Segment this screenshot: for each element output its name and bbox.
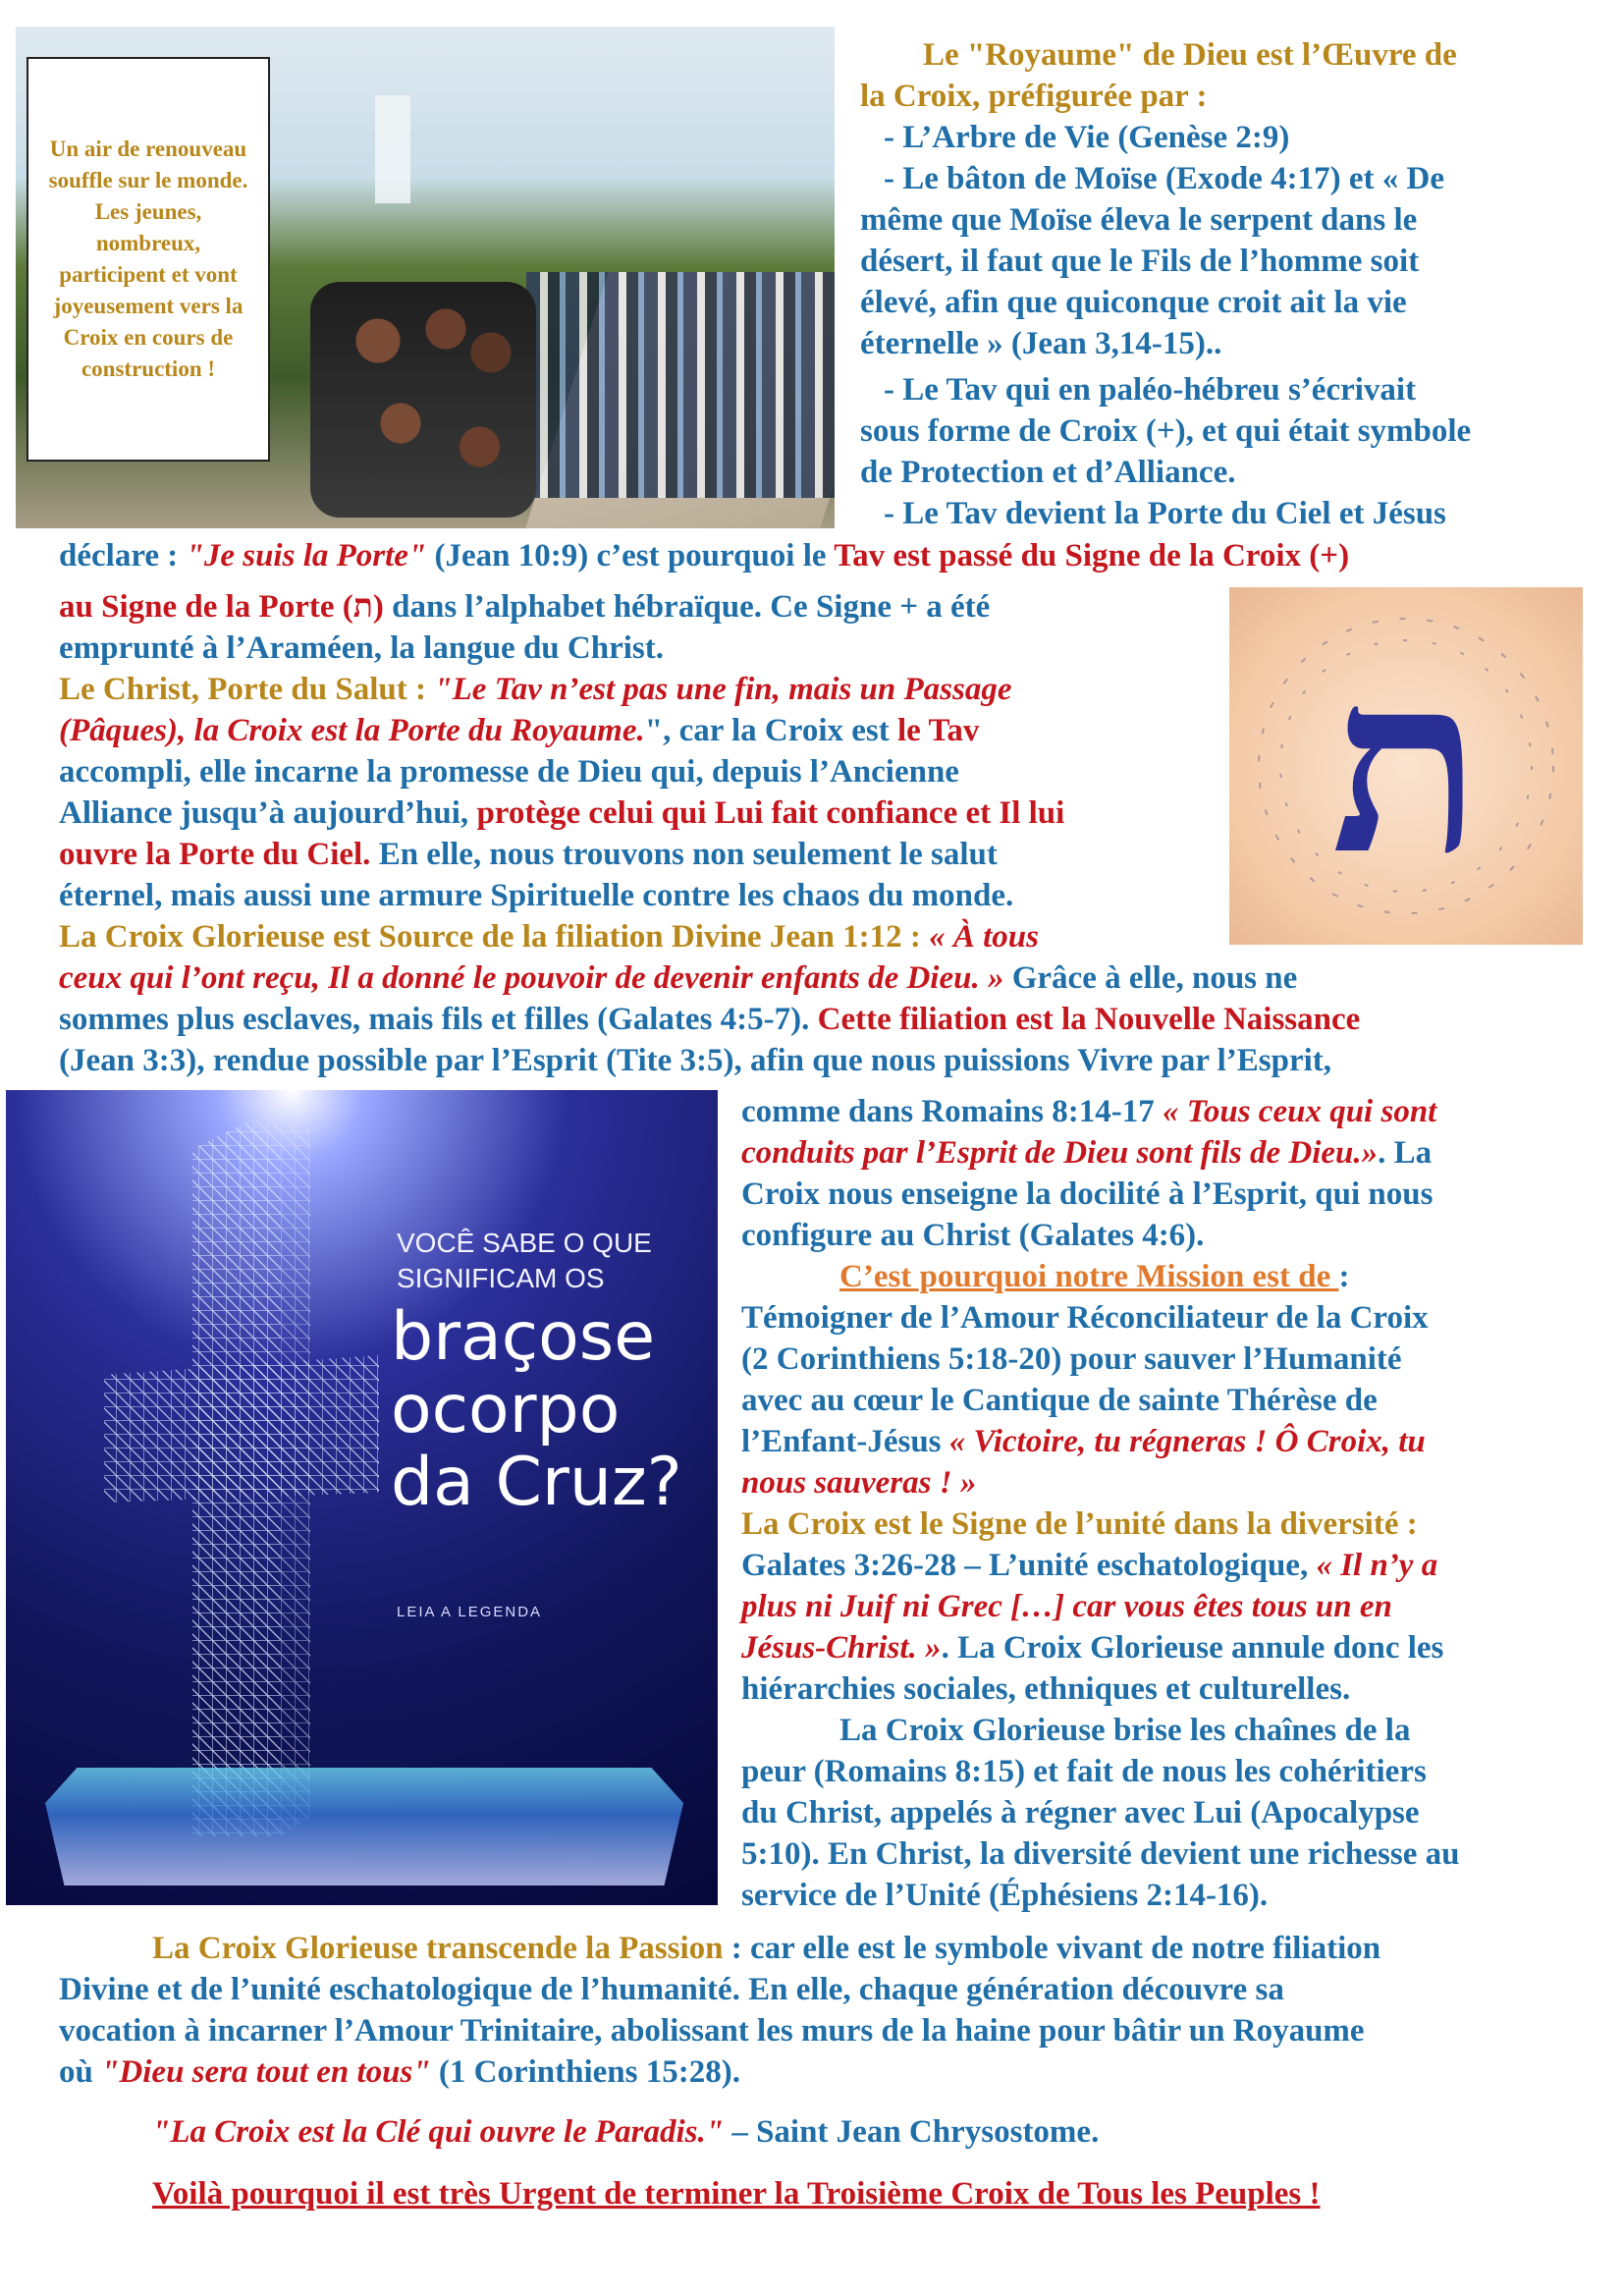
text-line: vocation à incarner l’Amour Trinitaire, abolissant les murs de la haine pour bâtir un Royaume	[59, 2013, 1365, 2049]
text-line: ceux qui l’ont reçu, Il a donné le pouvoir de devenir enfants de Dieu. » Grâce à elle, nous ne	[59, 960, 1298, 996]
mission-heading: C’est pourquoi notre Mission est de :	[839, 1259, 1350, 1294]
text-line: élevé, afin que quiconque croit ait la vie	[860, 285, 1407, 320]
text-line: Le Christ, Porte du Salut : "Le Tav n’est pas une fin, mais un Passage	[59, 672, 1012, 707]
text-line: comme dans Romains 8:14-17 « Tous ceux qui sont	[741, 1094, 1437, 1129]
text-line: (Jean 3:3), rendue possible par l’Esprit (Tite 3:5), afin que nous puissions Vivre par l’Esprit,	[59, 1043, 1332, 1078]
text-line: où "Dieu sera tout en tous" (1 Corinthiens 15:28).	[59, 2054, 740, 2090]
text-line: La Croix est le Signe de l’unité dans la diversité :	[741, 1506, 1418, 1542]
cross-illustration	[6, 1090, 718, 1905]
text-line: sous forme de Croix (+), et qui était symbole	[860, 413, 1472, 449]
text-line: La Croix Glorieuse est Source de la filiation Divine Jean 1:12 : « À tous	[59, 919, 1039, 955]
text-line: - L’Arbre de Vie (Genèse 2:9)	[884, 120, 1290, 155]
text-line: même que Moïse éleva le serpent dans le	[860, 202, 1418, 238]
text-line: plus ni Juif ni Grec […] car vous êtes tous un en	[741, 1589, 1392, 1624]
text-line: emprunté à l’Araméen, la langue du Christ.	[59, 630, 664, 666]
text-line: La Croix Glorieuse brise les chaînes de la	[839, 1713, 1411, 1748]
text-line: service de l’Unité (Éphésiens 2:14-16).	[741, 1878, 1269, 1913]
text-line: - Le Tav qui en paléo-hébreu s’écrivait	[884, 372, 1417, 408]
chrysostom-quote: "La Croix est la Clé qui ouvre le Paradis." – Saint Jean Chrysostome.	[152, 2114, 1100, 2150]
text-line: 5:10). En Christ, la diversité devient une richesse au	[741, 1836, 1460, 1872]
text-line: Le "Royaume" de Dieu est l’Œuvre de	[923, 37, 1457, 73]
text-line: sommes plus esclaves, mais fils et filles (Galates 4:5-7). Cette filiation est la Nouvelle Naissance	[59, 1002, 1361, 1037]
text-line: hiérarchies sociales, ethniques et culturelles.	[741, 1671, 1351, 1707]
text-line: Galates 3:26-28 – L’unité eschatologique, « Il n’y a	[741, 1548, 1438, 1583]
cross-subtitle: LEIA A LEGENDA	[397, 1604, 543, 1620]
text-line: (2 Corinthiens 5:18-20) pour sauver l’Humanité	[741, 1341, 1402, 1377]
cross-title: braçose ocorpo da Cruz?	[391, 1298, 682, 1521]
text-line: Jésus-Christ. ». La Croix Glorieuse annule donc les	[741, 1630, 1444, 1666]
group-of-young-men	[310, 282, 536, 518]
text-line: désert, il faut que le Fils de l’homme soit	[860, 244, 1420, 279]
text-line: La Croix Glorieuse transcende la Passion : car elle est le symbole vivant de notre filiation	[152, 1931, 1381, 1966]
text-line: (Pâques), la Croix est la Porte du Royaume.", car la Croix est le Tav	[59, 713, 980, 748]
text-line: accompli, elle incarne la promesse de Dieu qui, depuis l’Ancienne	[59, 754, 959, 790]
tav-glyph: ת	[1330, 620, 1482, 908]
text-line: l’Enfant-Jésus « Victoire, tu régneras ! Ô Croix, tu	[741, 1424, 1426, 1459]
text-line: du Christ, appelés à régner avec Lui (Apocalypse	[741, 1795, 1420, 1831]
text-line: éternelle » (Jean 3,14-15)..	[860, 326, 1222, 361]
text-line: Témoigner de l’Amour Réconciliateur de la Croix	[741, 1300, 1429, 1336]
cross-heading: VOCÊ SABE O QUE SIGNIFICAM OS	[397, 1228, 652, 1293]
text-line: au Signe de la Porte (ת) dans l’alphabet hébraïque. Ce Signe + a été	[59, 589, 991, 625]
text-line: déclare : "Je suis la Porte" (Jean 10:9) c’est pourquoi le Tav est passé du Signe de la Croix (+)	[59, 538, 1350, 574]
text-line: peur (Romains 8:15) et fait de nous les cohéritiers	[741, 1754, 1427, 1789]
text-line: éternel, mais aussi une armure Spirituelle contre les chaos du monde.	[59, 878, 1014, 913]
text-line: Alliance jusqu’à aujourd’hui, protège celui qui Lui fait confiance et Il lui	[59, 795, 1065, 831]
text-line: conduits par l’Esprit de Dieu sont fils de Dieu.». La	[741, 1135, 1433, 1171]
text-line: de Protection et d’Alliance.	[860, 455, 1236, 490]
cross-tower-silhouette	[375, 95, 410, 203]
crowd-of-walkers	[526, 272, 835, 498]
text-line: avec au cœur le Cantique de sainte Thérèse de	[741, 1383, 1378, 1418]
closing-appeal: Voilà pourquoi il est très Urgent de terminer la Troisième Croix de Tous les Peuples !	[152, 2176, 1321, 2212]
photo-caption-box	[27, 57, 270, 462]
text-line: nous sauveras ! »	[741, 1465, 977, 1501]
text-line: - Le bâton de Moïse (Exode 4:17) et « De	[884, 161, 1444, 196]
text-line: Croix nous enseigne la docilité à l’Esprit, qui nous	[741, 1176, 1434, 1212]
cross-platform	[45, 1768, 683, 1886]
tav-letter-image	[1229, 587, 1583, 945]
text-line: la Croix, préfigurée par :	[860, 79, 1208, 114]
text-line: - Le Tav devient la Porte du Ciel et Jésus	[884, 496, 1446, 531]
text-line: configure au Christ (Galates 4:6).	[741, 1218, 1205, 1253]
text-line: Divine et de l’unité eschatologique de l’humanité. En elle, chaque génération découvre sa	[59, 1972, 1284, 2007]
text-line: ouvre la Porte du Ciel. En elle, nous trouvons non seulement le salut	[59, 837, 998, 872]
photo-caption: Un air de renouveau souffle sur le monde. Les jeunes, nombreux, participent et vont joyeusement vers la Croix en cours de construction !	[48, 137, 248, 381]
